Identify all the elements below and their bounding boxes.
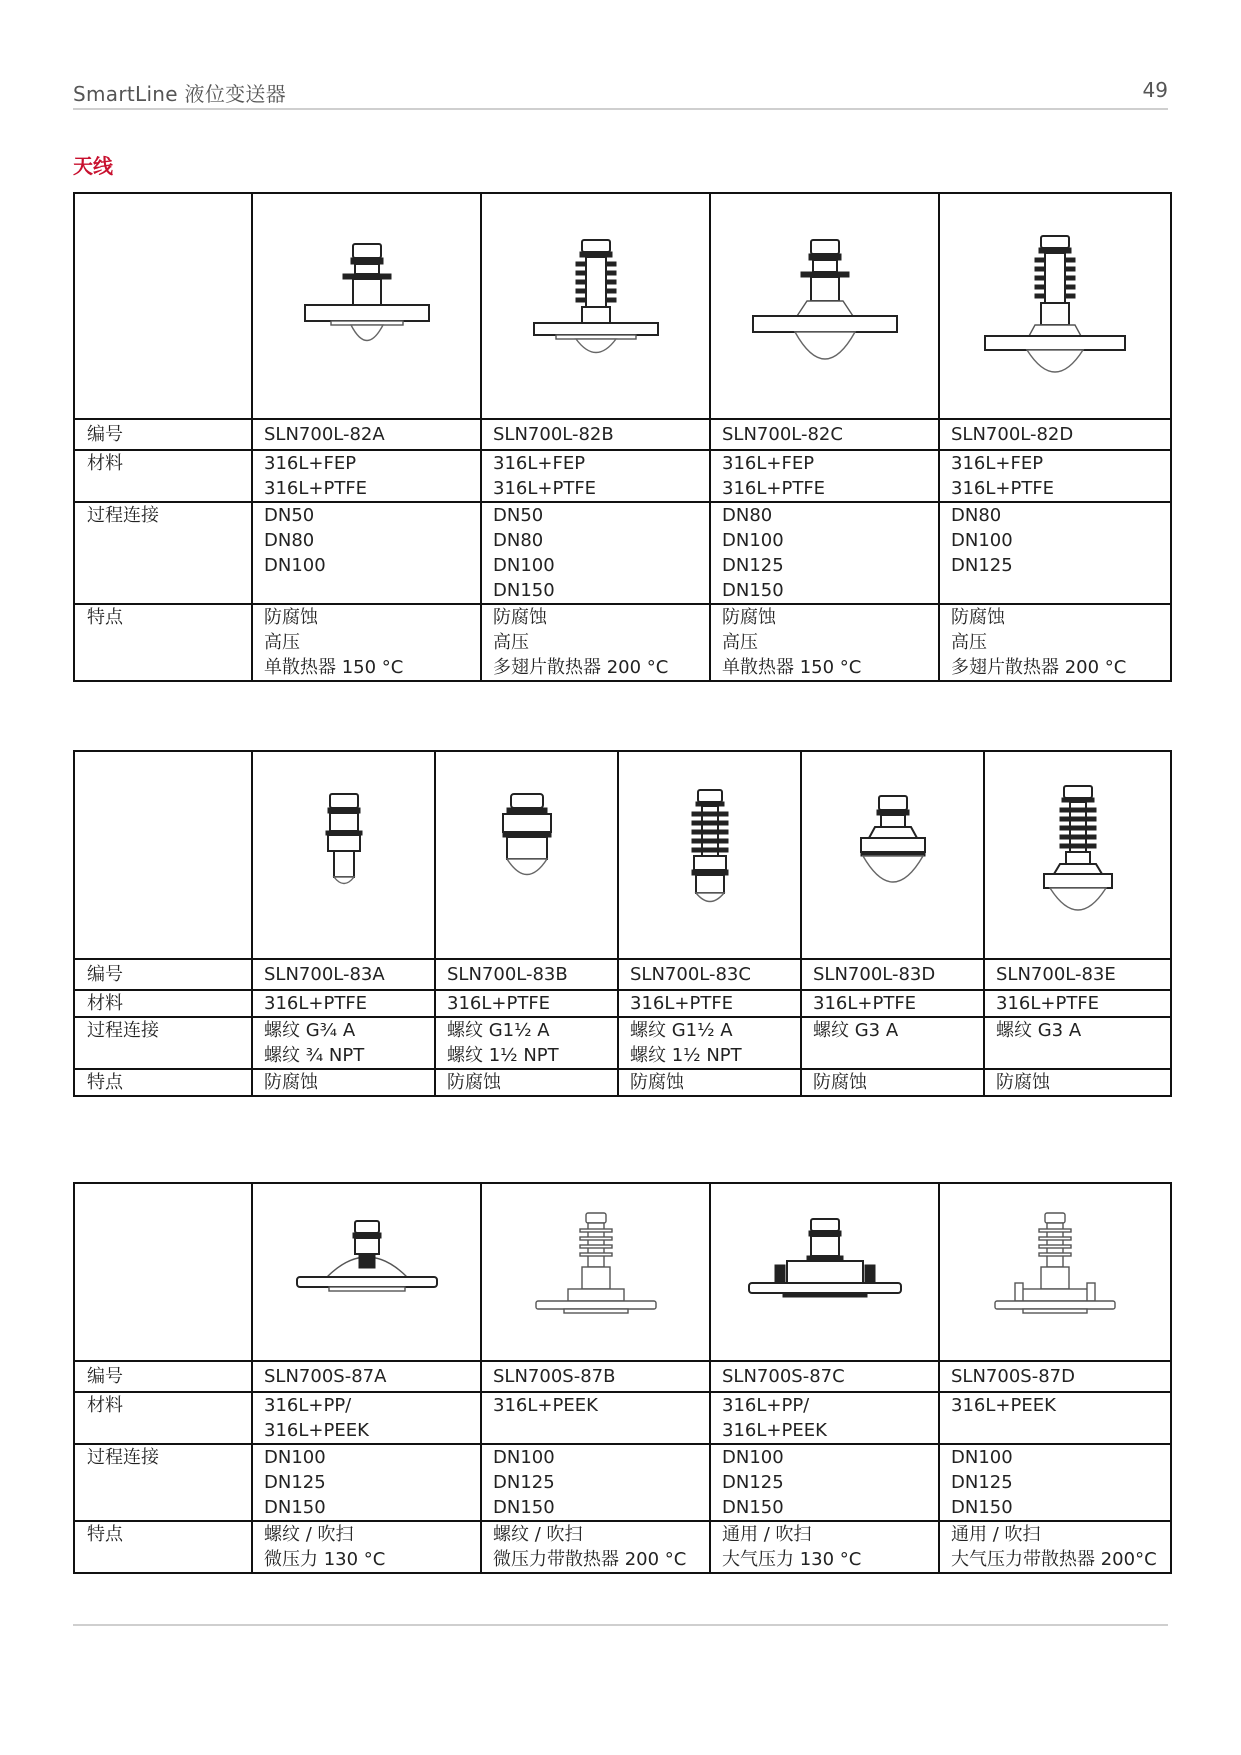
blank-header-cell <box>74 1183 252 1361</box>
connection-line: DN125 <box>493 1472 555 1493</box>
features-row <box>74 1069 1171 1096</box>
connection-cell <box>481 502 710 604</box>
thread-multi-fin-antenna-icon <box>630 780 790 930</box>
material-line: 316L+PTFE <box>264 478 368 499</box>
features-line: 高压 <box>493 632 529 653</box>
connection-line: DN100 <box>722 1447 784 1468</box>
connection-line: DN100 <box>722 530 784 551</box>
model-label: 编号 <box>74 959 252 990</box>
connection-cell <box>710 1444 939 1521</box>
connection-line: DN80 <box>264 530 315 551</box>
antenna-table-1 <box>73 192 1172 682</box>
material-line: 316L+PEEK <box>264 1420 369 1441</box>
model-cell: SLN700S-87D <box>939 1361 1171 1392</box>
connection-line: DN100 <box>264 555 326 576</box>
model-cell: SLN700L-82B <box>481 419 710 450</box>
product-image-cell <box>984 751 1171 959</box>
features-line: 大气压力 130 °C <box>722 1549 862 1570</box>
model-cell: SLN700L-82D <box>939 419 1171 450</box>
antenna-table-2 <box>73 750 1172 1097</box>
material-cell <box>481 1392 710 1444</box>
connection-line: DN100 <box>493 1447 555 1468</box>
features-cell <box>481 604 710 681</box>
flat-flange-bolted-heatsink-antenna-icon <box>955 1207 1155 1337</box>
material-line: 316L+PEEK <box>493 1395 598 1416</box>
connection-line: DN150 <box>951 1497 1013 1518</box>
features-cell <box>939 1521 1171 1573</box>
model-cell: SLN700S-87B <box>481 1361 710 1392</box>
blank-header-cell <box>74 751 252 959</box>
flat-flange-bolted-antenna-icon <box>725 1207 925 1337</box>
material-label: 材料 <box>74 990 252 1017</box>
connection-line: DN125 <box>264 1472 326 1493</box>
model-label: 编号 <box>74 1361 252 1392</box>
product-image-cell <box>618 751 801 959</box>
features-cell <box>481 1521 710 1573</box>
product-image-cell <box>710 193 939 419</box>
product-image-cell <box>481 193 710 419</box>
material-cell <box>481 450 710 502</box>
features-line: 螺纹 / 吹扫 <box>493 1524 583 1545</box>
connection-line: DN80 <box>722 505 773 526</box>
features-cell: 防腐蚀 <box>984 1069 1171 1096</box>
thread-large-antenna-icon <box>813 780 973 930</box>
connection-line: 螺纹 G1½ A <box>447 1020 550 1041</box>
material-cell: 316L+PTFE <box>801 990 984 1017</box>
footer-rule <box>73 1624 1168 1626</box>
features-label: 特点 <box>74 1521 252 1573</box>
connection-line: DN80 <box>493 530 544 551</box>
features-cell: 防腐蚀 <box>252 1069 435 1096</box>
features-line: 单散热器 150 °C <box>722 657 862 678</box>
features-line: 通用 / 吹扫 <box>722 1524 812 1545</box>
model-cell: SLN700L-83E <box>984 959 1171 990</box>
header-rule <box>73 108 1168 110</box>
material-row <box>74 450 1171 502</box>
features-cell: 防腐蚀 <box>801 1069 984 1096</box>
model-cell: SLN700L-83C <box>618 959 801 990</box>
connection-cell <box>252 1444 481 1521</box>
material-line: 316L+PP/ <box>722 1395 810 1416</box>
connection-line: DN125 <box>951 555 1013 576</box>
flange-multi-fin-antenna-icon <box>955 226 1155 386</box>
connection-line: 螺纹 G¾ A <box>264 1020 356 1041</box>
connection-label: 过程连接 <box>74 1017 252 1069</box>
features-line: 通用 / 吹扫 <box>951 1524 1041 1545</box>
material-line: 316L+PTFE <box>722 478 826 499</box>
connection-line: 螺纹 G1½ A <box>630 1020 733 1041</box>
material-cell: 316L+PTFE <box>435 990 618 1017</box>
flat-flange-heatsink-antenna-icon <box>496 1207 696 1337</box>
features-line: 微压力带散热器 200 °C <box>493 1549 687 1570</box>
material-line: 316L+PP/ <box>264 1395 352 1416</box>
features-line: 多翅片散热器 200 °C <box>951 657 1127 678</box>
connection-label: 过程连接 <box>74 502 252 604</box>
connection-row <box>74 1444 1171 1521</box>
features-cell <box>710 1521 939 1573</box>
model-cell: SLN700S-87A <box>252 1361 481 1392</box>
thread-medium-antenna-icon <box>447 780 607 930</box>
connection-line: DN50 <box>264 505 315 526</box>
connection-row <box>74 502 1171 604</box>
features-row <box>74 1521 1171 1573</box>
flat-flange-antenna-icon <box>267 1207 467 1337</box>
model-cell: SLN700L-83A <box>252 959 435 990</box>
connection-line: 螺纹 G3 A <box>813 1020 899 1041</box>
features-line: 螺纹 / 吹扫 <box>264 1524 354 1545</box>
model-cell: SLN700L-83D <box>801 959 984 990</box>
product-image-cell <box>252 751 435 959</box>
model-cell: SLN700S-87C <box>710 1361 939 1392</box>
features-line: 防腐蚀 <box>722 607 776 628</box>
model-cell: SLN700L-82A <box>252 419 481 450</box>
connection-line: DN150 <box>493 580 555 601</box>
section-title: 天线 <box>73 154 113 178</box>
product-image-cell <box>801 751 984 959</box>
connection-cell <box>252 1017 435 1069</box>
features-label: 特点 <box>74 604 252 681</box>
flange-multi-fin-antenna-icon <box>496 226 696 386</box>
flange-single-heatsink-antenna-icon <box>267 226 467 386</box>
connection-line: DN80 <box>951 505 1002 526</box>
features-line: 微压力 130 °C <box>264 1549 386 1570</box>
features-cell <box>252 604 481 681</box>
material-cell <box>710 1392 939 1444</box>
features-line: 防腐蚀 <box>493 607 547 628</box>
material-row <box>74 1392 1171 1444</box>
material-line: 316L+PTFE <box>951 478 1055 499</box>
features-cell <box>939 604 1171 681</box>
features-cell <box>710 604 939 681</box>
material-line: 316L+PTFE <box>493 478 597 499</box>
header-title: SmartLine 液位变送器 <box>73 82 287 106</box>
connection-line: 螺纹 1½ NPT <box>630 1045 742 1066</box>
connection-line: 螺纹 1½ NPT <box>447 1045 559 1066</box>
connection-line: DN125 <box>722 1472 784 1493</box>
product-image-cell <box>252 1183 481 1361</box>
connection-line: DN150 <box>722 580 784 601</box>
connection-line: DN125 <box>722 555 784 576</box>
connection-cell <box>435 1017 618 1069</box>
features-cell: 防腐蚀 <box>435 1069 618 1096</box>
connection-cell <box>939 502 1171 604</box>
features-row <box>74 604 1171 681</box>
product-image-cell <box>481 1183 710 1361</box>
connection-cell <box>939 1444 1171 1521</box>
connection-line: 螺纹 G3 A <box>996 1020 1082 1041</box>
product-image-cell <box>435 751 618 959</box>
material-label: 材料 <box>74 450 252 502</box>
material-cell: 316L+PTFE <box>252 990 435 1017</box>
model-cell: SLN700L-83B <box>435 959 618 990</box>
connection-line: DN150 <box>722 1497 784 1518</box>
material-line: 316L+FEP <box>264 453 357 474</box>
connection-line: DN100 <box>951 530 1013 551</box>
model-label: 编号 <box>74 419 252 450</box>
connection-line: DN125 <box>951 1472 1013 1493</box>
material-label: 材料 <box>74 1392 252 1444</box>
material-cell: 316L+PTFE <box>984 990 1171 1017</box>
connection-cell <box>984 1017 1171 1069</box>
connection-line: DN100 <box>951 1447 1013 1468</box>
model-row <box>74 1361 1171 1392</box>
page-number: 49 <box>1142 78 1168 102</box>
blank-header-cell <box>74 193 252 419</box>
material-cell <box>252 1392 481 1444</box>
product-image-cell <box>252 193 481 419</box>
connection-line: DN100 <box>493 555 555 576</box>
features-line: 高压 <box>264 632 300 653</box>
material-line: 316L+FEP <box>722 453 815 474</box>
features-cell: 防腐蚀 <box>618 1069 801 1096</box>
connection-label: 过程连接 <box>74 1444 252 1521</box>
material-cell: 316L+PTFE <box>618 990 801 1017</box>
connection-row <box>74 1017 1171 1069</box>
connection-cell <box>801 1017 984 1069</box>
material-cell <box>939 1392 1171 1444</box>
connection-cell <box>252 502 481 604</box>
connection-cell <box>481 1444 710 1521</box>
thread-large-multi-fin-antenna-icon <box>998 780 1158 930</box>
features-label: 特点 <box>74 1069 252 1096</box>
product-image-cell <box>939 193 1171 419</box>
model-row <box>74 959 1171 990</box>
model-cell: SLN700L-82C <box>710 419 939 450</box>
product-image-cell <box>710 1183 939 1361</box>
material-row <box>74 990 1171 1017</box>
features-line: 大气压力带散热器 200°C <box>951 1549 1157 1570</box>
connection-line: DN50 <box>493 505 544 526</box>
features-line: 高压 <box>722 632 758 653</box>
material-line: 316L+PEEK <box>722 1420 827 1441</box>
connection-line: DN150 <box>493 1497 555 1518</box>
material-cell <box>939 450 1171 502</box>
features-cell <box>252 1521 481 1573</box>
features-line: 防腐蚀 <box>264 607 318 628</box>
material-cell <box>710 450 939 502</box>
flange-single-heatsink-antenna-icon <box>725 226 925 386</box>
product-image-cell <box>939 1183 1171 1361</box>
material-line: 316L+PEEK <box>951 1395 1056 1416</box>
features-line: 多翅片散热器 200 °C <box>493 657 669 678</box>
connection-cell <box>710 502 939 604</box>
connection-line: DN150 <box>264 1497 326 1518</box>
features-line: 高压 <box>951 632 987 653</box>
connection-cell <box>618 1017 801 1069</box>
model-row <box>74 419 1171 450</box>
thread-small-antenna-icon <box>264 780 424 930</box>
material-cell <box>252 450 481 502</box>
connection-line: 螺纹 ¾ NPT <box>264 1045 365 1066</box>
material-line: 316L+FEP <box>493 453 586 474</box>
features-line: 单散热器 150 °C <box>264 657 404 678</box>
material-line: 316L+FEP <box>951 453 1044 474</box>
connection-line: DN100 <box>264 1447 326 1468</box>
features-line: 防腐蚀 <box>951 607 1005 628</box>
antenna-table-3 <box>73 1182 1172 1574</box>
